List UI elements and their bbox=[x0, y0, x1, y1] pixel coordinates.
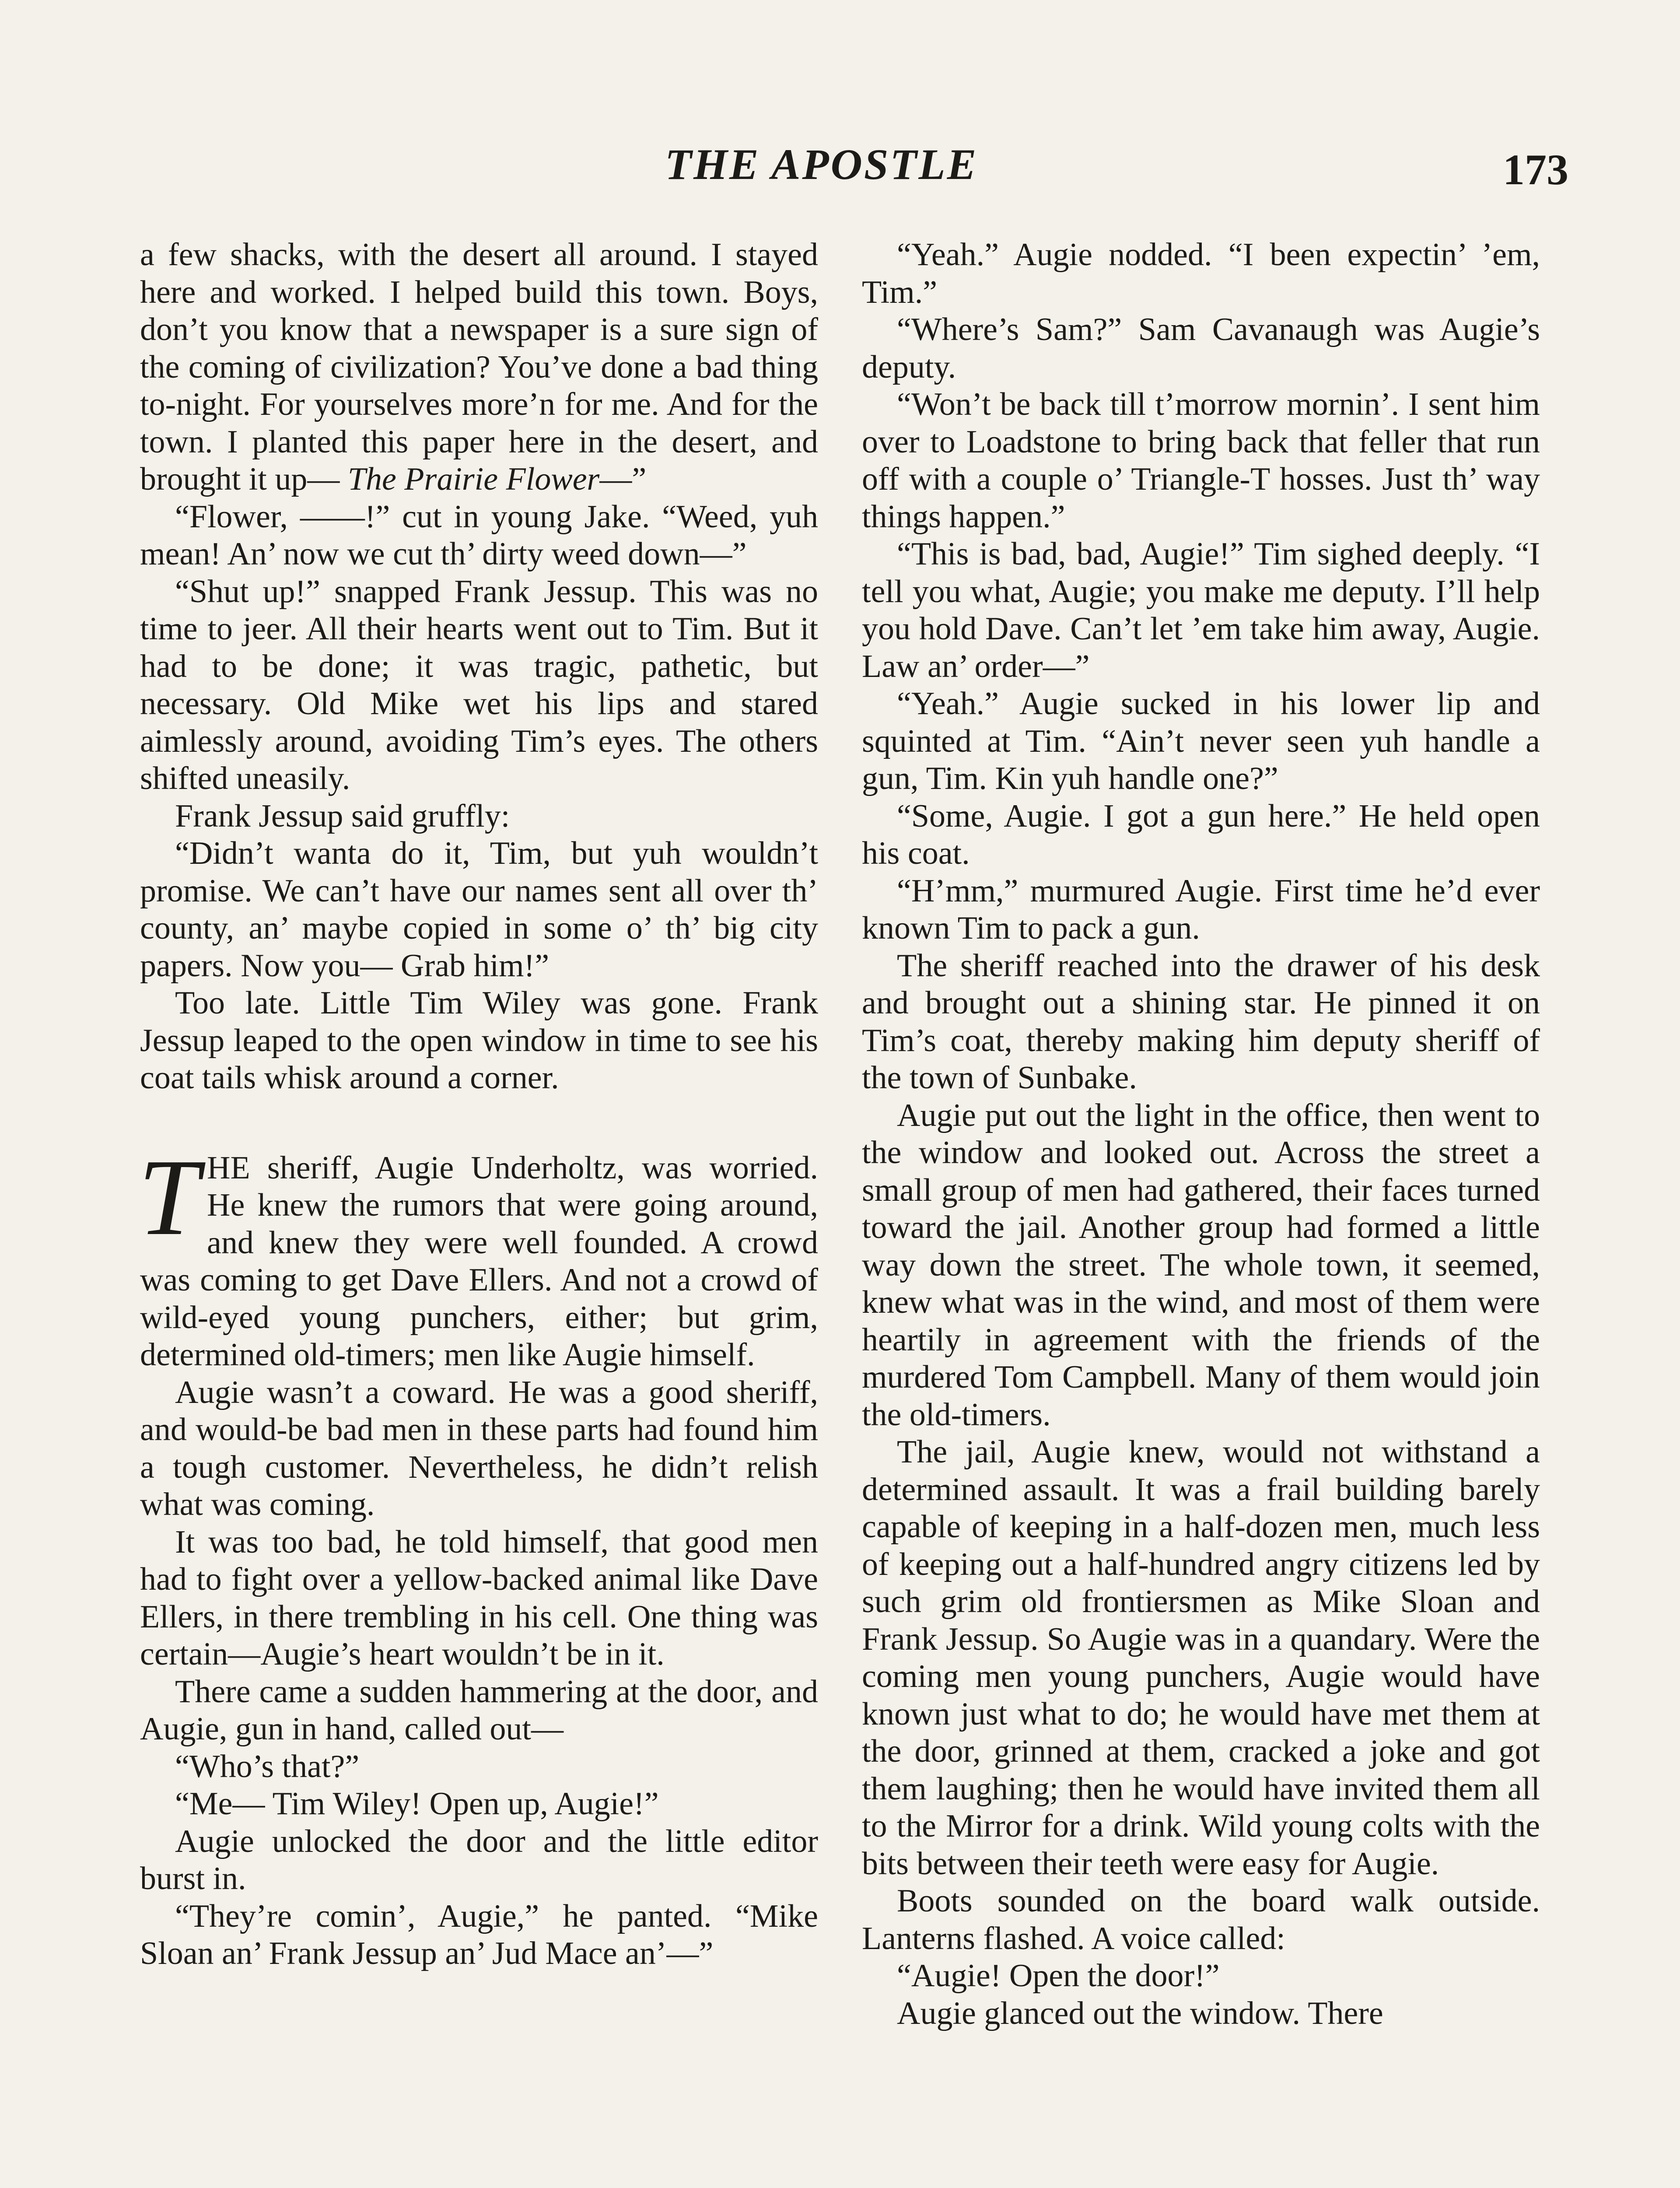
paragraph bbox=[862, 947, 1540, 1097]
paragraph-text: The jail, Augie knew, would not withstand a determined assault. It was a frail building barely capable of keeping in a half-dozen men, much less of keeping out a half-hundred angry citizens led by such grim old frontiersmen as Mike Sloan and Frank Jessup. So Augie was in a quandary. Were the coming men young punchers, Augie would have known just what to do; he would have met them at the door, grinned at them, cracked a joke and got them laughing; then he would have invited them all to the Mirror for a drink. Wild young colts with the bits between their teeth were easy for Augie. bbox=[862, 1434, 1540, 1882]
paragraph-text: “Where’s Sam?” Sam Cavanaugh was Augie’s deputy. bbox=[862, 312, 1540, 385]
paragraph bbox=[862, 311, 1540, 386]
paragraph-text: Augie glanced out the window. There bbox=[897, 1995, 1383, 2031]
paragraph-text: There came a sudden hammering at the door, and Augie, gun in hand, called out— bbox=[140, 1673, 818, 1747]
paragraph-tail: —” bbox=[599, 461, 647, 497]
paragraph bbox=[140, 798, 818, 835]
page-number: 173 bbox=[1503, 145, 1568, 194]
paragraph-text: Too late. Little Tim Wiley was gone. Frank Jessup leaped to the open window in time to see his coat tails whisk around a corner. bbox=[140, 985, 818, 1096]
paragraph-text: “They’re comin’, Augie,” he panted. “Mike Sloan an’ Frank Jessup an’ Jud Mace an’—” bbox=[140, 1898, 818, 1971]
paragraph bbox=[140, 985, 818, 1097]
paragraph bbox=[140, 1748, 818, 1786]
paragraph bbox=[862, 1883, 1540, 1957]
paragraph-text: “Didn’t wanta do it, Tim, but yuh wouldn’t promise. We can’t have our names sent all over th’ county, an’ maybe copied in some o’ th’ big city papers. Now you— Grab him!” bbox=[140, 835, 818, 984]
paragraph-text: “This is bad, bad, Augie!” Tim sighed deeply. “I tell you what, Augie; you make me deputy. I’ll help you hold Dave. Can’t let ’em take him away, Augie. Law an’ order—” bbox=[862, 536, 1540, 684]
paragraph-text: “Yeah.” Augie sucked in his lower lip and squinted at Tim. “Ain’t never seen yuh handle a gun, Tim. Kin yuh handle one?” bbox=[862, 686, 1540, 796]
paragraph bbox=[140, 1673, 818, 1748]
paragraph-text: Augie put out the light in the office, then went to the window and looked out. Across the street a small group of men had gathered, their faces turned toward the jail. Another group had formed a little way down the street. The whole town, it seemed, knew what was in the wind, and most of them were heartily in agreement with the friends of the murdered Tom Campbell. Many of them would join the old-timers. bbox=[862, 1097, 1540, 1433]
left-column bbox=[140, 236, 818, 1973]
paragraph bbox=[138, 1136, 818, 1374]
paragraph-text: “H’mm,” murmured Augie. First time he’d ever known Tim to pack a gun. bbox=[862, 873, 1540, 946]
paragraph-text: HE sheriff, Augie Underholtz, was worried. He knew the rumors that were going around, and knew they were well founded. A crowd was coming to get Dave Ellers. And not a crowd of wild-eyed young punchers, either; but grim, determined old-timers; men like Augie himself. bbox=[140, 1150, 818, 1373]
paragraph bbox=[140, 1785, 818, 1823]
paragraph-text: “Who’s that?” bbox=[175, 1748, 360, 1785]
paragraph-text: Frank Jessup said gruffly: bbox=[175, 798, 510, 834]
paragraph-text: The sheriff reached into the drawer of his desk and brought out a shining star. He pinned it on Tim’s coat, thereby making him deputy sheriff of the town of Sunbake. bbox=[862, 947, 1540, 1096]
paragraph bbox=[140, 1374, 818, 1524]
paragraph bbox=[862, 536, 1540, 685]
paragraph-text: “Augie! Open the door!” bbox=[897, 1958, 1220, 1994]
paragraph-text: “Flower, ——!” cut in young Jake. “Weed, yuh mean! An’ now we cut th’ dirty weed down—” bbox=[140, 498, 818, 572]
paragraph-text: “Yeah.” Augie nodded. “I been expectin’ ’em, Tim.” bbox=[862, 237, 1540, 310]
paragraph bbox=[140, 1898, 818, 1973]
italic-title: The Prairie Flower bbox=[340, 461, 600, 497]
paragraph bbox=[140, 1524, 818, 1673]
running-title: THE APOSTLE bbox=[665, 140, 978, 189]
paragraph-text: Augie unlocked the door and the little editor burst in. bbox=[140, 1823, 818, 1897]
paragraph-text: Boots sounded on the board walk outside. Lanterns flashed. A voice called: bbox=[862, 1883, 1540, 1957]
paragraph bbox=[862, 685, 1540, 798]
paragraph-text: It was too bad, he told himself, that good men had to fight over a yellow-backed animal like Dave Ellers, in there trembling in his cell. One thing was certain—Augie’s heart wouldn’t be in it. bbox=[140, 1524, 818, 1672]
paragraph bbox=[140, 498, 818, 573]
drop-cap: T bbox=[138, 1136, 200, 1258]
paragraph bbox=[862, 1097, 1540, 1434]
paragraph-text: “Me— Tim Wiley! Open up, Augie!” bbox=[175, 1786, 659, 1822]
paragraph bbox=[862, 798, 1540, 873]
paragraph bbox=[862, 1995, 1540, 2033]
paragraph bbox=[862, 1957, 1540, 1995]
paragraph bbox=[140, 236, 818, 498]
paragraph-text: “Won’t be back till t’morrow mornin’. I sent him over to Loadstone to bring back that feller that run off with a couple o’ Triangle-T hosses. Just th’ way things happen.” bbox=[862, 386, 1540, 535]
paragraph bbox=[862, 386, 1540, 536]
paragraph bbox=[140, 573, 818, 798]
paragraph bbox=[862, 873, 1540, 947]
paragraph-text: “Some, Augie. I got a gun here.” He held open his coat. bbox=[862, 798, 1540, 871]
paragraph-text: Augie wasn’t a coward. He was a good sheriff, and would-be bad men in these parts had found him a tough customer. Nevertheless, he didn’t relish what was coming. bbox=[140, 1374, 818, 1522]
paragraph bbox=[862, 1434, 1540, 1883]
paragraph-text: a few shacks, with the desert all around. I stayed here and worked. I helped build this town. Boys, don’t you know that a newspaper is a sure sign of the coming of civilization? You’ve done a bad thing to-night. For yourselves more’n for me. And for the town. I planted this paper here in the desert, and brought it up— bbox=[140, 237, 818, 497]
right-column bbox=[862, 236, 1540, 2032]
paragraph bbox=[140, 1823, 818, 1898]
paragraph-text: “Shut up!” snapped Frank Jessup. This was no time to jeer. All their hearts went out to Tim. But it had to be done; it was tragic, pathetic, but necessary. Old Mike wet his lips and stared aimlessly around, avoiding Tim’s eyes. The others shifted uneasily. bbox=[140, 573, 818, 796]
paragraph bbox=[140, 835, 818, 985]
paragraph bbox=[862, 236, 1540, 311]
